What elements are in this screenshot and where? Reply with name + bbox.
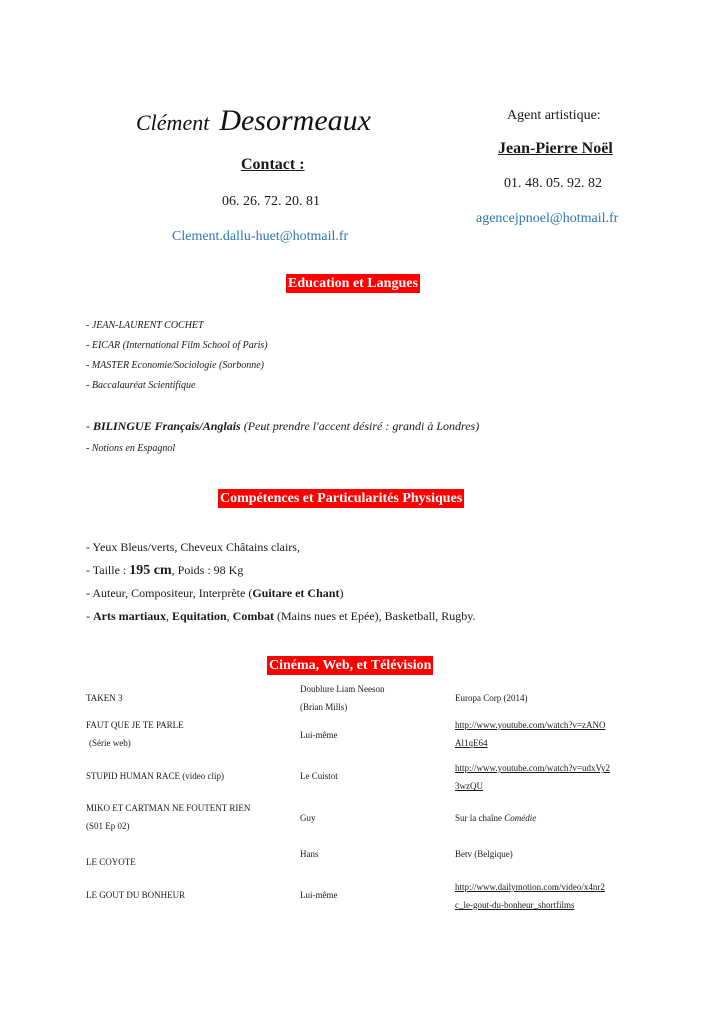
link-line[interactable]: Al1qE64 bbox=[455, 738, 488, 748]
actor-phone: 06. 26. 72. 20. 81 bbox=[222, 194, 320, 209]
actor-email[interactable]: Clement.dallu-huet@hotmail.fr bbox=[172, 229, 349, 244]
link-line[interactable]: http://www.dailymotion.com/video/x4nr2 bbox=[455, 882, 605, 892]
title-line: (S01 Ep 02) bbox=[86, 821, 130, 831]
bilingual-label: BILINGUE Français/Anglais bbox=[93, 419, 241, 433]
list-item: - Baccalauréat Scientifique bbox=[86, 380, 196, 391]
bilingual-note: (Peut prendre l'accent désiré : grandi à Londres) bbox=[240, 419, 480, 433]
credit-role: Lui-même bbox=[300, 890, 338, 900]
actor-name bbox=[136, 104, 371, 138]
credit-link[interactable] bbox=[455, 716, 605, 752]
agent-phone: 01. 48. 05. 92. 82 bbox=[504, 176, 602, 191]
credit-info bbox=[455, 809, 536, 827]
list-item bbox=[86, 559, 476, 582]
separator: , bbox=[165, 609, 172, 623]
credit-title: STUPID HUMAN RACE (video clip) bbox=[86, 771, 224, 781]
bullet: - bbox=[86, 419, 93, 433]
credit-role: Lui-même bbox=[300, 730, 338, 740]
credit-role: Le Cuistot bbox=[300, 771, 338, 781]
agent-email[interactable]: agencejpnoel@hotmail.fr bbox=[476, 211, 619, 226]
credit-title: TAKEN 3 bbox=[86, 693, 123, 703]
contact-label: Contact : bbox=[241, 156, 305, 173]
link-line[interactable]: c_le-gout-du-bonheur_shortfilms bbox=[455, 900, 575, 910]
bilingual-line bbox=[86, 419, 479, 434]
physique-list bbox=[86, 536, 476, 628]
link-line[interactable]: http://www.youtube.com/watch?v=zANO bbox=[455, 720, 606, 730]
credit-title bbox=[86, 799, 250, 835]
list-item bbox=[86, 605, 476, 628]
link-line[interactable]: http://www.youtube.com/watch?v=udxVy2 bbox=[455, 763, 610, 773]
physique-heading: Compétences et Particularités Physiques bbox=[220, 491, 463, 506]
martial-arts: Arts martiaux bbox=[93, 609, 166, 623]
first-name: Clément bbox=[136, 110, 210, 135]
role-line: Doublure Liam Neeson bbox=[300, 684, 385, 694]
skills-close: ) bbox=[339, 586, 344, 600]
education-heading: Education et Langues bbox=[288, 276, 418, 291]
credit-info: Europa Corp (2014) bbox=[455, 693, 528, 703]
title-line: (Série web) bbox=[89, 738, 131, 748]
list-item: - MASTER Economie/Sociologie (Sorbonne) bbox=[86, 360, 265, 371]
weight-text: , Poids : 98 Kg bbox=[171, 563, 244, 577]
height-value: 195 cm bbox=[129, 563, 172, 578]
credit-title: LE COYOTE bbox=[86, 857, 136, 867]
last-name: Desormeaux bbox=[219, 104, 371, 137]
credit-title bbox=[86, 716, 184, 752]
credit-role: Guy bbox=[300, 813, 316, 823]
agent-name: Jean-Pierre Noël bbox=[498, 140, 613, 157]
credit-info: Betv (Belgique) bbox=[455, 849, 513, 859]
title-line: MIKO ET CARTMAN NE FOUTENT RIEN bbox=[86, 803, 251, 813]
list-item: - JEAN-LAURENT COCHET bbox=[86, 320, 204, 331]
role-line: (Brian Mills) bbox=[300, 702, 348, 712]
agent-label: Agent artistique: bbox=[507, 108, 601, 123]
bullet: - bbox=[86, 609, 93, 623]
cinema-heading: Cinéma, Web, et Télévision bbox=[269, 658, 432, 673]
separator: , bbox=[226, 609, 233, 623]
credit-title: LE GOUT DU BONHEUR bbox=[86, 890, 186, 900]
height-label: - Taille : bbox=[86, 563, 130, 577]
credit-role bbox=[300, 680, 384, 716]
list-item: - Yeux Bleus/verts, Cheveux Châtains clairs, bbox=[86, 540, 300, 554]
link-line[interactable]: 3wzQU bbox=[455, 781, 483, 791]
music-skills: Guitare et Chant bbox=[252, 586, 340, 600]
skills-text: - Auteur, Compositeur, Interprète ( bbox=[86, 586, 253, 600]
list-item bbox=[86, 582, 476, 605]
credit-role: Hans bbox=[300, 849, 319, 859]
credit-link[interactable] bbox=[455, 878, 605, 914]
channel-prefix: Sur la chaîne bbox=[455, 813, 505, 823]
education-list bbox=[86, 316, 268, 396]
spanish-line: - Notions en Espagnol bbox=[86, 443, 176, 454]
credit-link[interactable] bbox=[455, 759, 610, 795]
equitation: Equitation bbox=[171, 609, 227, 623]
title-line: FAUT QUE JE TE PARLE bbox=[86, 720, 184, 730]
combat: Combat bbox=[232, 609, 275, 623]
channel-name: Comédie bbox=[504, 813, 537, 823]
sports-text: (Mains nues et Epée), Basketball, Rugby. bbox=[274, 609, 476, 623]
list-item: - EICAR (International Film School of Paris) bbox=[86, 340, 268, 351]
